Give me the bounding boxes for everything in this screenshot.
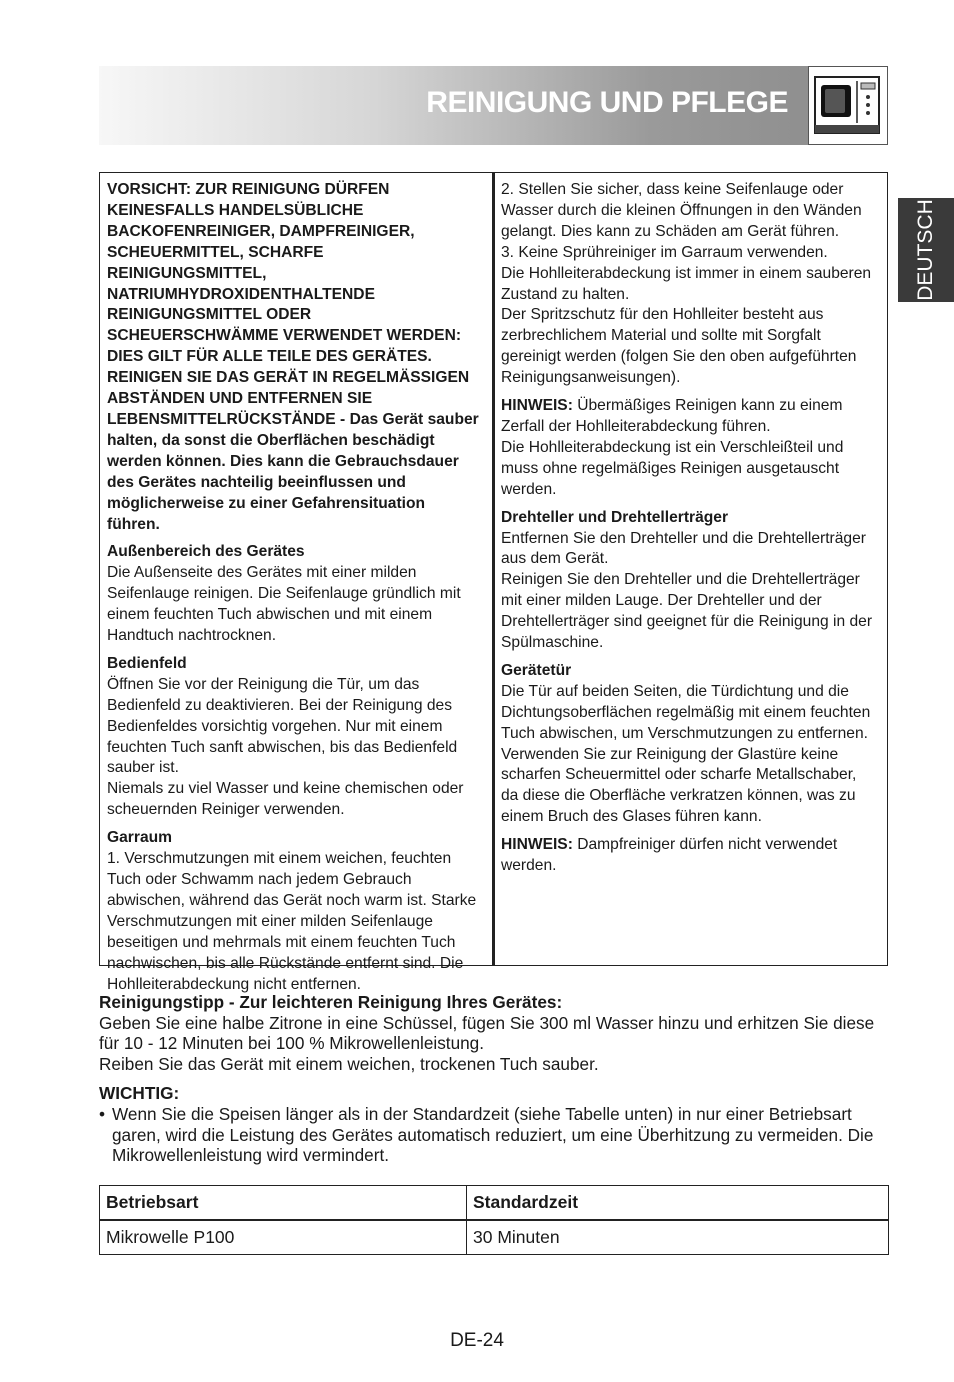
cavity-step-2: 2. Stellen Sie sicher, dass keine Seifenlauge oder Wasser durch die kleinen Öffnungen in den Wänden gelangt. Dies kann zu Schäden am Gerät führen.	[501, 181, 862, 240]
door-text: Die Tür auf beiden Seiten, die Türdichtung und die Dichtungsoberflächen regelmäßig mit einem feuchten Tuch abwischen, um Verschmutzungen zu entfernen. Verwenden Sie zur Reinigung der Glastüre keine scharfen Scheuermittel oder scharfe Metallschaber, da diese die Oberfläche verkratzen können, was zu einem Bruch des Glases führen kann.	[501, 682, 871, 826]
door-heading: Gerätetür	[501, 661, 572, 679]
column-divider	[492, 172, 495, 966]
panel-text-2: Niemals zu viel Wasser und keine chemischen oder scheuernden Reiniger verwenden.	[107, 780, 464, 819]
exterior-heading: Außenbereich des Gerätes	[107, 543, 305, 561]
table-header-row	[100, 1186, 889, 1221]
table-header-cell: Betriebsart	[100, 1186, 467, 1221]
turntable-heading: Drehteller und Drehtellerträger	[501, 508, 729, 526]
cavity-waveguide-text: Die Hohlleiterabdeckung ist immer in einem sauberen Zustand zu halten.	[501, 264, 872, 303]
table-cell: 30 Minuten	[467, 1220, 889, 1255]
note-text-2: Die Hohlleiterabdeckung ist ein Verschleißteil und muss ohne regelmäßiges Reinigen ausgetauscht werden.	[501, 438, 844, 498]
panel-heading: Bedienfeld	[107, 654, 187, 672]
warning-text: VORSICHT: ZUR REINIGUNG DÜRFEN KEINESFALLS HANDELSÜBLICHE BACKOFENREINIGER, DAMPFREINIGER, SCHEUERMITTEL, SCHARFE REINIGUNGSMITTEL, NATRIUMHYDROXIDENTHALTENDE REINIGUNGSMITTEL ODER SCHEUERSCHWÄMME VERWENDET WERDEN: DIES GILT FÜR ALLE TEILE DES GERÄTES. REINIGEN SIE DAS GERÄT IN REGELMÄSSIGEN ABSTÄNDEN UND ENTFERNEN SIE LEBENSMITTELRÜCKSTÄNDE - Das Gerät sauber halten, da sonst die Oberflächen beschädigt werden können. Dies kann die Gebrauchsdauer des Gerätes nachteilig beeinflussen und möglicherweise zu einer Gefahrensituation führen.	[107, 181, 479, 533]
cavity-step-3: 3. Keine Sprühreiniger im Garraum verwenden.	[501, 243, 828, 261]
exterior-text: Die Außenseite des Gerätes mit einer milden Seifenlauge reinigen. Die Seifenlauge gründlich mit einem feuchten Tuch abwischen und mit einem Handtuch nachtrocknen.	[107, 564, 461, 645]
note-text-3: Dampfreiniger dürfen nicht verwendet werden.	[501, 836, 838, 875]
table-cell: Mikrowelle P100	[100, 1220, 467, 1255]
tip-text-2: Reiben Sie das Gerät mit einem weichen, trockenen Tuch sauber.	[99, 1053, 599, 1074]
cleaning-tip	[99, 992, 889, 1166]
turntable-text: Entfernen Sie den Drehteller und die Drehtellerträger aus dem Gerät.	[501, 529, 866, 568]
standard-time-table	[99, 1185, 889, 1255]
bullet-marker: •	[99, 1103, 106, 1124]
panel-text: Öffnen Sie vor der Reinigung die Tür, um das Bedienfeld zu deaktivieren. Bei der Reinigung des Bedienfeldes vorsichtig vorgehen. Nur mit einem feuchten Tuch sanft abwischen, bis das Bedienfeld sauber ist.	[107, 675, 458, 777]
page-header	[99, 66, 888, 145]
note-label: HINWEIS:	[501, 397, 573, 415]
cavity-text: 1. Verschmutzungen mit einem weichen, feuchten Tuch oder Schwamm nach jedem Gebrauch abwischen, während das Gerät noch warm ist. Starke Verschmutzungen mit einer milden Seifenlauge beseitigen und mehrmals mit einem feuchten Tuch nachwischen, bis alle Rückstände entfernt sind. Die Hohlleiterabdeckung nicht entfernen.	[107, 850, 477, 993]
language-tab	[898, 198, 954, 302]
tip-heading: Reinigungstipp - Zur leichteren Reinigung Ihres Gerätes:	[99, 992, 563, 1012]
important-heading: WICHTIG:	[99, 1083, 180, 1104]
microwave-icon	[809, 67, 887, 144]
language-tab-label: DEUTSCH	[914, 199, 937, 301]
note-text: Übermäßiges Reinigen kann zu einem Zerfall der Hohlleiterabdeckung führen.	[501, 397, 843, 435]
table-header-cell: Standardzeit	[467, 1186, 889, 1221]
page-title: REINIGUNG UND PFLEGE	[426, 86, 788, 119]
table-row	[100, 1220, 889, 1255]
important-item	[99, 1104, 889, 1166]
page-number: DE-24	[450, 1330, 504, 1351]
cavity-splash-text: Der Spritzschutz für den Hohlleiter besteht aus zerbrechlichem Material und sollte mit Sorgfalt gereinigt werden (folgen Sie den oben aufgeführten Reinigungsanweisungen).	[501, 306, 857, 387]
important-text: Wenn Sie die Speisen länger als in der Standardzeit (siehe Tabelle unten) in nur einer Betriebsart garen, wird die Leistung des Gerätes automatisch reduziert, um eine Überhitzung zu vermeiden. Die Mikrowellenleistung wird vermindert.	[112, 1103, 874, 1166]
turntable-text-2: Reinigen Sie den Drehteller und die Drehtellerträger mit einer milden Lauge. Der Drehteller und der Drehtellerträger sind geeignet für die Reinigung in der Spülmaschine.	[501, 571, 873, 652]
cavity-heading: Garraum	[107, 829, 173, 847]
left-column	[107, 180, 479, 1002]
tip-text: Geben Sie eine halbe Zitrone in eine Schüssel, fügen Sie 300 ml Wasser hinzu und erhitzen Sie diese für 10 - 12 Minuten bei 100 % Mikrowellenleistung.	[99, 1012, 875, 1054]
right-column	[501, 180, 873, 884]
microwave-icon-box	[808, 66, 888, 145]
note-label-2: HINWEIS:	[501, 836, 573, 854]
